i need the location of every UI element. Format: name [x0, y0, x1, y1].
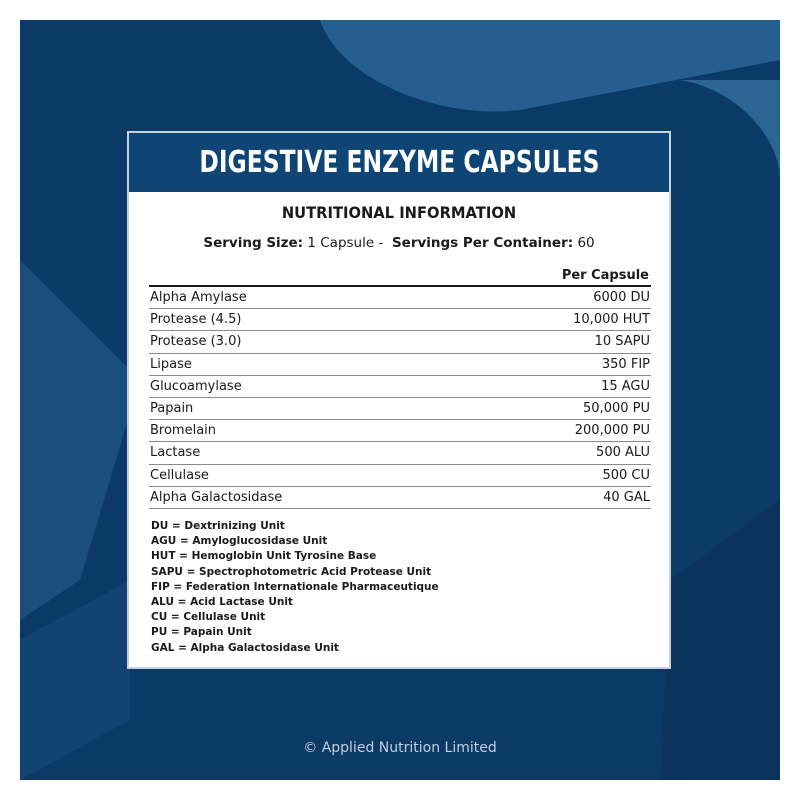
nutrient-name: Lactase: [150, 445, 201, 461]
table-row: [149, 487, 651, 509]
nutrient-name: Glucoamylase: [150, 378, 242, 394]
nutrient-name: Protease (4.5): [150, 312, 242, 328]
table-row: [149, 331, 651, 353]
copyright-text: © Applied Nutrition Limited: [303, 740, 497, 756]
nutrient-value: 10 SAPU: [594, 334, 650, 350]
unit-legend: [151, 519, 631, 656]
serving-line: [129, 235, 669, 251]
nutrition-heading: NUTRITIONAL INFORMATION: [281, 203, 517, 222]
nutrient-value: 500 ALU: [596, 445, 650, 461]
nutrient-name: Lipase: [150, 356, 192, 372]
table-row: [149, 309, 651, 331]
nutrient-name: Papain: [150, 401, 194, 417]
legend-item: ALU = Acid Lactase Unit: [151, 596, 293, 609]
legend-item: HUT = Hemoglobin Unit Tyrosine Base: [151, 550, 377, 563]
nutrient-value: 6000 DU: [593, 290, 650, 306]
title-banner: [129, 133, 669, 192]
table-row: [149, 376, 651, 398]
serving-size-label: Serving Size:: [203, 235, 304, 251]
servings-label: Servings Per Container:: [391, 235, 574, 251]
nutrient-value: 15 AGU: [601, 378, 650, 394]
nutrient-name: Protease (3.0): [150, 334, 242, 350]
nutrient-name: Alpha Amylase: [150, 290, 247, 306]
per-capsule-header: Per Capsule: [561, 268, 649, 283]
nutrient-value: 200,000 PU: [574, 423, 650, 439]
nutrient-value: 350 FIP: [601, 356, 650, 372]
table-row: [149, 354, 651, 376]
table-row: [149, 465, 651, 487]
nutrient-value: 500 CU: [602, 467, 650, 483]
legend-item: PU = Papain Unit: [151, 626, 252, 639]
legend-item: DU = Dextrinizing Unit: [151, 520, 285, 532]
table-row: [149, 442, 651, 464]
nutrient-name: Cellulase: [150, 467, 209, 483]
nutrient-name: Bromelain: [150, 423, 217, 439]
legend-item: GAL = Alpha Galactosidase Unit: [151, 641, 339, 654]
legend-item: AGU = Amyloglucosidase Unit: [151, 535, 328, 548]
table-row: [149, 398, 651, 420]
legend-item: SAPU = Spectrophotometric Acid Protease Unit: [151, 565, 432, 578]
servings-value: 60: [577, 235, 595, 251]
legend-item: FIP = Federation Internationale Pharmaceutique: [151, 580, 439, 593]
table-row: [149, 420, 651, 442]
legend-item: CU = Cellulase Unit: [151, 611, 266, 624]
table-row: [149, 287, 651, 309]
product-title: DIGESTIVE ENZYME CAPSULES: [198, 145, 600, 180]
nutrient-value: 10,000 HUT: [573, 312, 650, 328]
nutrient-table: [149, 285, 651, 509]
nutrition-panel: [127, 131, 671, 669]
nutrient-value: 50,000 PU: [583, 401, 650, 417]
serving-size-value: 1 Capsule -: [307, 235, 384, 251]
nutrient-name: Alpha Galactosidase: [150, 489, 283, 505]
nutrient-value: 40 GAL: [603, 489, 650, 505]
